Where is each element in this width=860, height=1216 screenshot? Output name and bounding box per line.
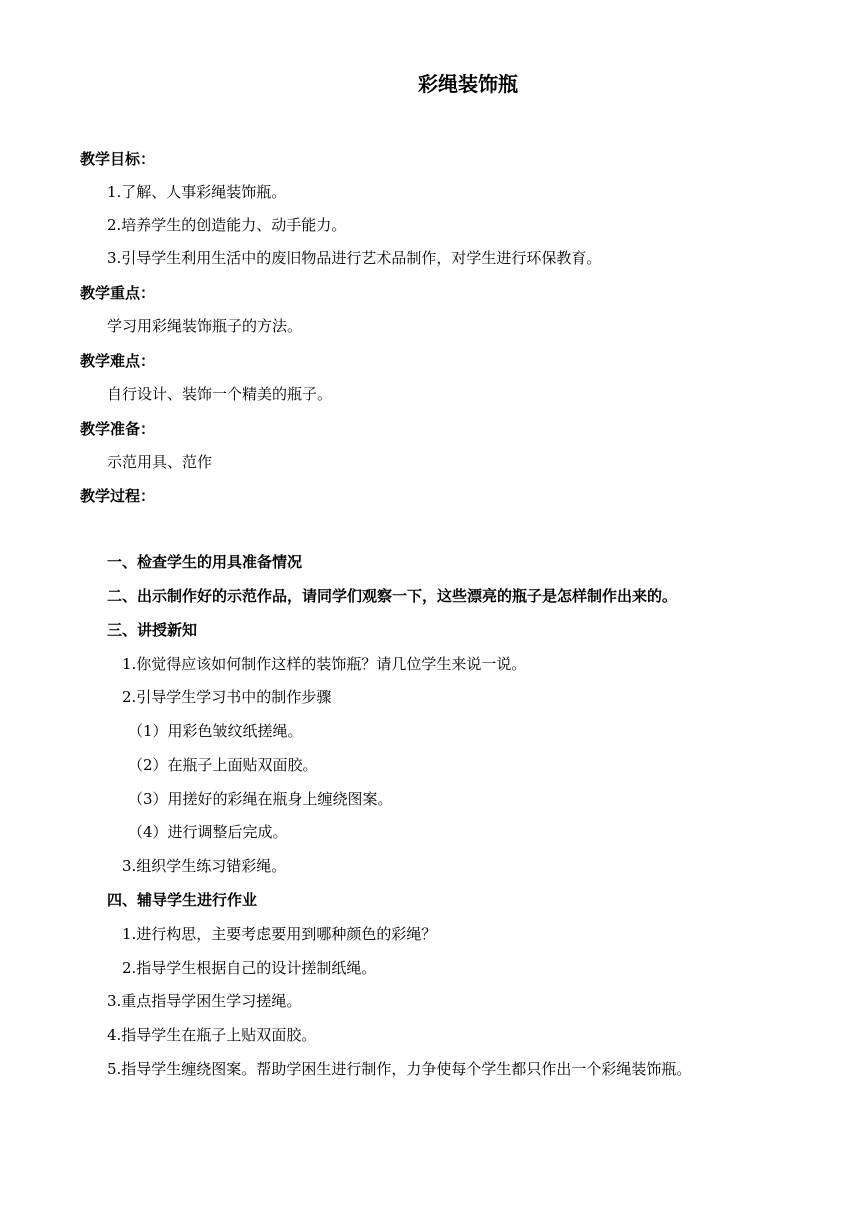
step4-item: 3.重点指导学困生学习搓绳。 [107, 992, 302, 1010]
preparation-text: 示范用具、范作 [107, 453, 213, 471]
step3-item: 2.引导学生学习书中的制作步骤 [122, 688, 332, 706]
step3-item: 1.你觉得应该如何制作这样的装饰瓶？请几位学生来说一说。 [122, 655, 527, 673]
preparation-heading: 教学准备： [80, 420, 156, 438]
step4-item: 1.进行构思，主要考虑要用到哪种颜色的彩绳？ [122, 925, 437, 943]
process-step-3-heading: 三、讲授新知 [107, 621, 198, 639]
step3-substep: （4）进行调整后完成。 [128, 823, 288, 841]
objective-item: 3.引导学生利用生活中的废旧物品进行艺术品制作，对学生进行环保教育。 [107, 249, 602, 267]
key-points-text: 学习用彩绳装饰瓶子的方法。 [107, 317, 303, 335]
page-title: 彩绳装饰瓶 [418, 72, 518, 96]
objectives-heading: 教学目标： [80, 150, 156, 168]
process-step-1: 一、检查学生的用具准备情况 [107, 553, 303, 571]
step3-substep: （1）用彩色皱纹纸搓绳。 [128, 722, 303, 740]
difficulties-heading: 教学难点： [80, 352, 156, 370]
process-heading: 教学过程： [80, 487, 156, 505]
step4-item: 2.指导学生根据自己的设计搓制纸绳。 [122, 959, 377, 977]
key-points-heading: 教学重点： [80, 284, 156, 302]
step3-item: 3.组织学生练习错彩绳。 [122, 857, 287, 875]
objective-item: 2.培养学生的创造能力、动手能力。 [107, 216, 347, 234]
step4-item: 4.指导学生在瓶子上贴双面胶。 [107, 1026, 317, 1044]
objective-item: 1.了解、人事彩绳装饰瓶。 [107, 183, 287, 201]
process-step-2: 二、出示制作好的示范作品，请同学们观察一下，这些漂亮的瓶子是怎样制作出来的。 [107, 587, 678, 605]
step4-item: 5.指导学生缠绕图案。帮助学困生进行制作，力争使每个学生都只作出一个彩绳装饰瓶。 [107, 1060, 692, 1078]
process-step-4-heading: 四、辅导学生进行作业 [107, 891, 258, 909]
step3-substep: （2）在瓶子上面贴双面胶。 [128, 756, 318, 774]
step3-substep: （3）用搓好的彩绳在瓶身上缠绕图案。 [128, 790, 393, 808]
difficulties-text: 自行设计、装饰一个精美的瓶子。 [107, 385, 333, 403]
